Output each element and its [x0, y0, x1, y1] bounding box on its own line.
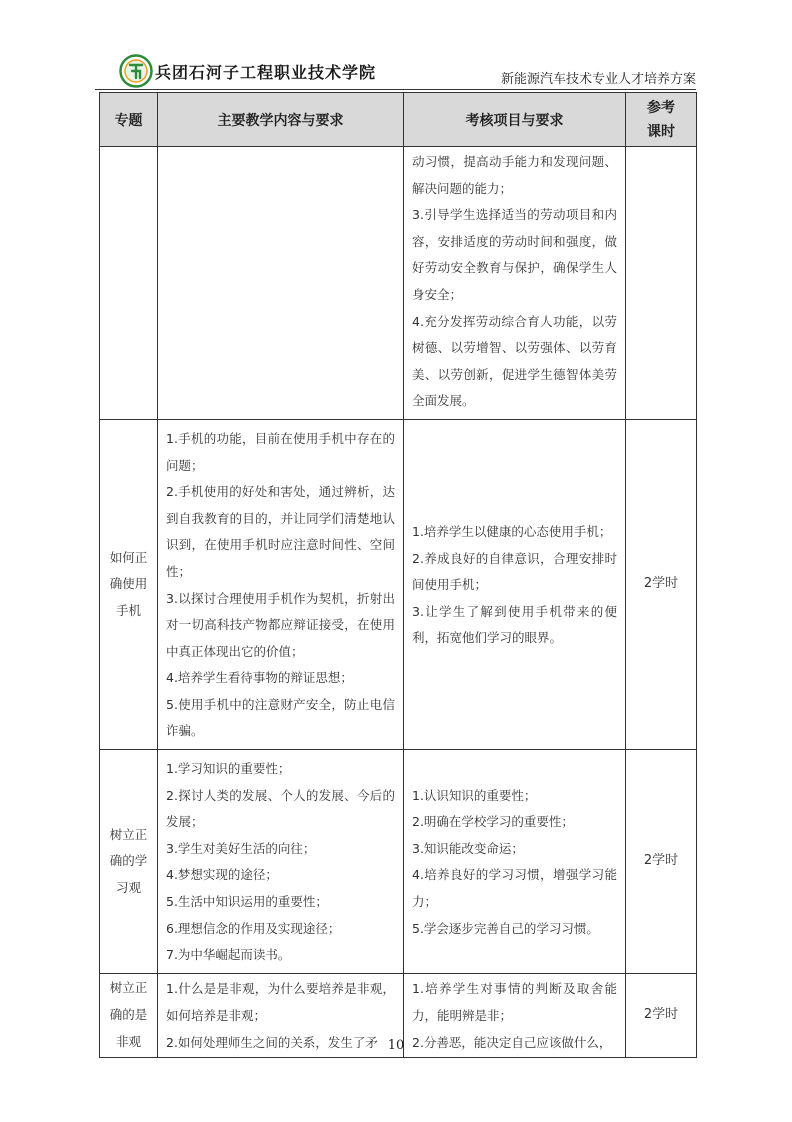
table-row	[100, 147, 697, 420]
list-item: 2.探讨人类的发展、个人的发展、今后的发展；	[166, 787, 395, 830]
list-item: 1.认识知识的重要性；	[412, 787, 537, 803]
list-item: 4.培养良好的学习习惯，增强学习能力；	[412, 867, 617, 910]
list-item: 5.使用手机中的注意财产安全，防止电信诈骗。	[166, 696, 395, 739]
hours-cell: 2学时	[626, 750, 697, 974]
header-hours-line1: 参考	[647, 99, 675, 116]
content-cell	[158, 419, 404, 749]
list-item: 2.如何处理师生之间的关系，发生了矛	[166, 1034, 378, 1050]
list-item: 动习惯，提高动手能力和发现问题、解决问题的能力；	[412, 154, 617, 196]
topic-cell	[100, 147, 158, 420]
page-header	[95, 46, 696, 90]
list-item: 3.知识能改变命运；	[412, 840, 524, 856]
list-item: 4.充分发挥劳动综合育人功能，以劳树德、以劳增智、以劳强体、以劳育美、以劳创新，促进学生德智体美劳全面发展。	[412, 313, 617, 409]
list-item: 5.学会逐步完善自己的学习习惯。	[412, 920, 599, 936]
list-item: 7.为中华崛起而读书。	[166, 947, 291, 963]
page-number: 10	[387, 1038, 405, 1053]
curriculum-table	[99, 92, 697, 1058]
list-item: 2.养成良好的自律意识，合理安排时间使用手机；	[412, 550, 617, 593]
program-title: 新能源汽车技术专业人才培养方案	[500, 72, 696, 87]
header-hours-line2: 课时	[647, 123, 675, 140]
list-item: 3.引导学生选择适当的劳动项目和内容，安排适度的劳动时间和强度，做好劳动安全教育与保护，确保学生人身安全；	[412, 207, 617, 302]
content-cell	[158, 750, 404, 974]
school-emblem-icon	[119, 54, 153, 88]
header-topic: 专题	[100, 93, 158, 147]
table-row	[100, 419, 697, 749]
hours-cell: 2学时	[626, 973, 697, 1057]
header-hours	[626, 93, 697, 147]
list-item: 3.让学生了解到使用手机带来的便利，拓宽他们学习的眼界。	[412, 603, 617, 646]
table-row	[100, 750, 697, 974]
list-item: 1.手机的功能，目前在使用手机中存在的问题；	[166, 430, 395, 473]
list-item: 6.理想信念的作用及实现途径；	[166, 920, 341, 936]
list-item: 2.分善恶，能决定自己应该做什么，	[412, 1034, 612, 1050]
list-item: 5.生活中知识运用的重要性；	[166, 894, 328, 910]
topic-cell: 树立正确的学习观	[100, 750, 158, 974]
school-name: 兵团石河子工程职业技术学院	[155, 63, 377, 82]
hours-cell: 2学时	[626, 419, 697, 749]
header-assessment: 考核项目与要求	[404, 93, 626, 147]
list-item: 1.学习知识的重要性；	[166, 761, 291, 777]
assessment-cell	[404, 419, 626, 749]
list-item: 1.培养学生以健康的心态使用手机；	[412, 524, 612, 540]
list-item: 3.以探讨合理使用手机作为契机，折射出对一切高科技产物都应辩证接受，在使用中真正体现出它的价值；	[166, 590, 395, 659]
list-item: 4.梦想实现的途径；	[166, 867, 278, 883]
header-content: 主要教学内容与要求	[158, 93, 404, 147]
assessment-cell	[404, 750, 626, 974]
list-item: 1.培养学生对事情的判断及取舍能力，能明辨是非；	[412, 981, 617, 1024]
content-cell	[158, 147, 404, 420]
header-divider	[95, 89, 696, 90]
list-item: 1.什么是是非观，为什么要培养是非观，如何培养是非观；	[166, 981, 395, 1024]
list-item: 2.手机使用的好处和害处，通过辨析，达到自我教育的目的，并让同学们清楚地认识到，在使用手机时应注意时间性、空间性；	[166, 484, 395, 579]
topic-cell: 如何正确使用手机	[100, 419, 158, 749]
list-item: 4.培养学生看待事物的辩证思想；	[166, 670, 353, 686]
assessment-cell	[404, 147, 626, 420]
table-header-row	[100, 93, 697, 147]
list-item: 3.学生对美好生活的向往；	[166, 840, 316, 856]
list-item: 2.明确在学校学习的重要性；	[412, 814, 574, 830]
hours-cell	[626, 147, 697, 420]
topic-cell: 树立正确的是非观	[100, 973, 158, 1057]
